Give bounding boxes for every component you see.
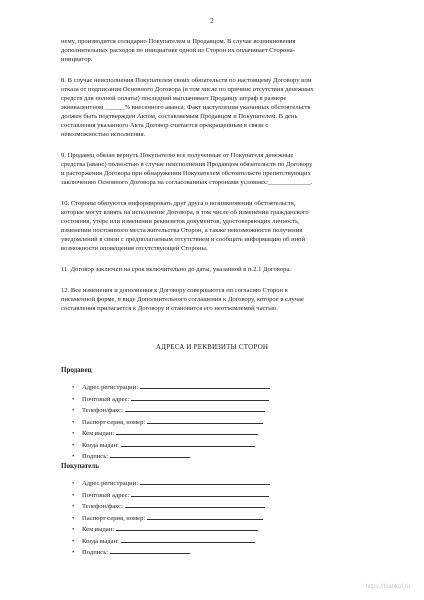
bullet-icon: • (72, 430, 75, 437)
seller-field (72, 417, 270, 429)
buyer-field (72, 478, 270, 490)
bullet-icon: • (72, 491, 75, 499)
bullet-icon: • (72, 537, 75, 545)
text-line: инициатор. (61, 56, 93, 63)
bullet-icon: • (72, 503, 75, 510)
text-line: отказа от подписания Основного Договора (в том числе по причине отсутствия денежных (61, 86, 314, 93)
text-line: возможности оповещения отсутствующей Стороны. (61, 245, 208, 252)
fill-line[interactable] (116, 428, 258, 435)
fill-line[interactable] (140, 478, 270, 485)
bullet-icon: • (72, 514, 75, 522)
field-label: Телефон/факс: (82, 503, 123, 510)
field-label: Кем выдан: (82, 526, 115, 533)
text-line: составления прилагается к Договору и становится его неотъемлемой частью. (61, 305, 278, 312)
paragraph-11 (61, 265, 381, 274)
paragraph (61, 37, 381, 64)
seller-fields (72, 382, 270, 463)
bullet-icon: • (72, 441, 75, 449)
text-line: составления указанного Акта Договор считается прекращенным в связи с (61, 122, 269, 129)
contract-body (61, 37, 381, 325)
signature-line[interactable] (110, 451, 190, 458)
text-line: и расторжения Договора при обнаружении Покупателем обстоятельств препятствующих (61, 170, 311, 177)
page-number: 2 (210, 17, 214, 25)
field-label: Кем выдан: (82, 430, 115, 437)
text-line: 11. Договор заключен на срок включительно до даты, указанной в п.2.1 Договора. (61, 266, 291, 273)
text-line: которые могут влиять на исполнение Договора, в том числе об изменении гражданского (61, 209, 309, 216)
seller-field (72, 440, 270, 452)
field-label: Когда выдан: (82, 537, 119, 545)
text-line: письменной форме, в виде Дополнительного соглашения к Договору, которое в случае (61, 296, 304, 303)
fill-line[interactable] (147, 513, 263, 520)
paragraph-8 (61, 76, 381, 139)
field-label: Паспорт серия, номер: (82, 514, 146, 522)
text-line: средства (аванс) полностью в случае неисполнения Продавцом обязательств по Договору (61, 161, 313, 168)
field-label: Почтовый адрес: (82, 491, 130, 499)
fill-line[interactable] (125, 501, 265, 508)
bullet-icon: • (72, 395, 75, 403)
fill-line[interactable] (121, 440, 255, 447)
text-line: невозможностью исполнения. (61, 131, 146, 138)
text-line: 8. В случае неисполнения Покупателем своих обязательств по настоящему Договору или (61, 77, 312, 84)
paragraph-12 (61, 286, 381, 313)
bullet-icon: • (72, 384, 75, 391)
field-label: Почтовый адрес: (82, 395, 130, 403)
bullet-icon: • (72, 418, 75, 426)
text-line: средств для полной оплаты) последний выплачивает Продавцу штраф в размере (61, 95, 287, 102)
field-label: Паспорт серия, номер: (82, 418, 146, 426)
section-title: АДРЕСА И РЕКВИЗИТЫ СТОРОН (155, 343, 269, 351)
buyer-field (72, 547, 270, 559)
buyer-field (72, 536, 270, 548)
field-label: Адрес регистрации: (82, 480, 139, 487)
bullet-icon: • (72, 480, 75, 487)
text-line: дополнительных расходов по инициативе одной из Сторон их оплачивает Сторона- (61, 47, 295, 54)
buyer-field (72, 501, 270, 513)
fill-line[interactable] (116, 524, 258, 531)
field-label: Телефон/факс: (82, 407, 123, 414)
field-label: Подпись: (82, 549, 109, 556)
bullet-icon: • (72, 549, 75, 556)
seller-field (72, 451, 270, 463)
fill-line[interactable] (131, 490, 269, 497)
field-label: Когда выдан: (82, 441, 119, 449)
bullet-icon: • (72, 453, 75, 460)
watermark: https://blankof.ru (365, 584, 410, 590)
buyer-field (72, 524, 270, 536)
seller-field (72, 428, 270, 440)
fill-line[interactable] (121, 536, 255, 543)
bullet-icon: • (72, 526, 75, 533)
text-line: состояния, утере или изменении реквизитов документов, удостоверяющих личность, (61, 218, 300, 225)
paragraph-10 (61, 199, 381, 253)
buyer-title: Покупатель (61, 462, 99, 470)
field-label: Адрес регистрации: (82, 384, 139, 391)
text-line: заключению Основного Договора на согласованных сторонами условиях:_____________. (61, 179, 313, 186)
text-line: 10. Стороны обязуются информировать друг друга о возникновении обстоятельств, (61, 200, 296, 207)
seller-field (72, 405, 270, 417)
paragraph-9 (61, 151, 381, 187)
fill-line[interactable] (131, 394, 269, 401)
seller-field (72, 394, 270, 406)
fill-line[interactable] (125, 405, 265, 412)
text-line: изменении постоянного места жительства Сторон, а также невозможности получения (61, 227, 303, 234)
text-line: нему, производится солидарно Покупателем и Продавцом. В случае возникновения (61, 38, 296, 45)
text-line: должен быть подтвержден Актом, составляемым Продавцом и Покупателем. В день (61, 113, 298, 120)
text-line: 12. Все изменения и дополнения к Договору совершаются по согласию Сторон в (61, 287, 288, 294)
buyer-fields (72, 478, 270, 559)
signature-line[interactable] (110, 547, 190, 554)
seller-title: Продавец (61, 366, 92, 374)
seller-field (72, 382, 270, 394)
fill-line[interactable] (147, 417, 263, 424)
field-label: Подпись: (82, 453, 109, 460)
fill-line[interactable] (140, 382, 270, 389)
buyer-field (72, 490, 270, 502)
buyer-field (72, 513, 270, 525)
text-line: эквивалентном ______% внесенного аванса. Факт наступления указанных обстоятельств (61, 104, 311, 111)
text-line: 9. Продавец обязан вернуть Покупателю все полученные от Покупателя денежные (61, 152, 294, 159)
text-line: уведомлений в связи с предполагаемым отсутствием и сообщать информацию об иной (61, 236, 306, 243)
bullet-icon: • (72, 407, 75, 414)
